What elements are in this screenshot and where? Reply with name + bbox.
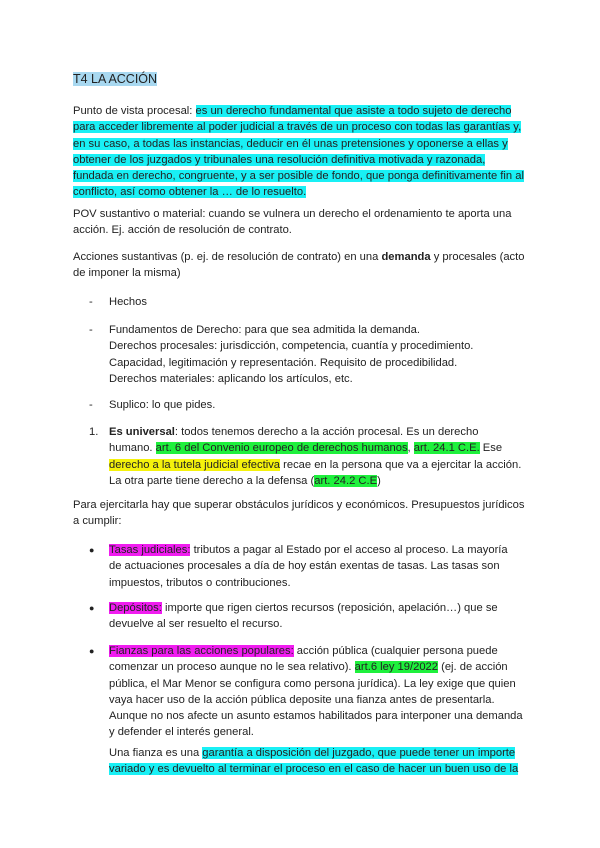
universal-text-5: ) xyxy=(377,474,381,487)
numbered-marker: 1. xyxy=(89,426,99,438)
art-6-ley-highlight: art.6 ley 19/2022 xyxy=(354,661,438,674)
tasas-text: tributos a pagar al Estado por el acceso al proceso. La mayoría de actuaciones procesales a día de hoy están exentas de tasas. Las tasas son impuestos, tributos o contribuciones. xyxy=(109,544,508,589)
universal-text-3: Ese xyxy=(479,442,503,455)
title-highlight: T4 LA ACCIÓN xyxy=(73,72,158,86)
tasas-highlight: Tasas judiciales: xyxy=(109,544,191,556)
bullet-text xyxy=(109,600,523,633)
art-24-1-highlight: art. 24.1 C.E. xyxy=(413,442,480,455)
dash-line: Derechos procesales: jurisdicción, competencia, cuantía y procedimiento. xyxy=(109,340,474,353)
dash-line: Fundamentos de Derecho: para que sea admitida la demanda. xyxy=(109,324,420,336)
art-24-2-highlight: art. 24.2 C.E xyxy=(314,474,378,487)
page-title xyxy=(73,71,157,87)
fianza-highlight: garantía a disposición del juzgado, que puede tener un importe variado y es devuelto al terminar el proceso en el caso de hacer un buen uso de la xyxy=(109,747,519,776)
dash-marker: - xyxy=(89,399,93,411)
acciones-bold-demanda: demanda xyxy=(381,251,431,263)
dash-text: Suplico: lo que pides. xyxy=(109,399,216,411)
fianzas-highlight: Fianzas para las acciones populares: xyxy=(109,645,294,657)
numbered-text xyxy=(109,424,525,489)
dash-marker: - xyxy=(89,296,93,308)
paragraph-procesal xyxy=(73,103,525,201)
universal-bold: Es universal xyxy=(109,426,175,438)
acciones-text-b: y procesales (acto de imponer la misma) xyxy=(73,251,525,280)
universal-text-4: recae en la persona que va a ejercitar la acción. La otra parte tiene derecho a la defensa ( xyxy=(109,458,522,487)
dash-line: Derechos materiales: aplicando los artículos, etc. xyxy=(109,372,353,385)
fianza-text xyxy=(109,745,523,778)
dash-item-fundamentos xyxy=(73,322,525,388)
procesal-definition-highlight: es un derecho fundamental que asiste a todo sujeto de derecho para acceder libremente al poder judicial a través de un proceso con todas las garantías y, en su caso, a todas las instancias, deducir en él unas pretensiones y oponerse a ellas y obtener de los juzgados y tribunales una resolución definitiva motivada y razonada, fundada en derecho, congruente, y a ser posible de fondo, que ponga definitivamente fin al conflicto, así como obtener la … de lo resuelto. xyxy=(73,105,524,199)
dash-text: Hechos xyxy=(109,296,147,308)
convenio-highlight: art. 6 del Convenio europeo de derechos humanos xyxy=(155,442,408,455)
fianzas-text: acción pública (cualquier persona puede comenzar un proceso aunque no le sea relativo). xyxy=(109,645,498,674)
acciones-text-a: Acciones sustantivas (p. ej. de resolución de contrato) en una xyxy=(73,251,382,263)
universal-text-1: : todos tenemos derecho a la acción procesal. Es un derecho humano. xyxy=(109,426,479,455)
depositos-text: importe que rigen ciertos recursos (reposición, apelación…) que se devuelve al ser resuelto el recurso. xyxy=(109,602,498,631)
paragraph-acciones xyxy=(73,249,525,282)
dash-marker: - xyxy=(89,324,93,336)
bullet-marker: ● xyxy=(89,646,95,656)
bullet-item-fianzas xyxy=(73,643,525,739)
bullet-marker: ● xyxy=(89,545,95,555)
bullet-text xyxy=(109,542,523,591)
universal-text-2: , xyxy=(407,442,414,455)
bullet-item-tasas xyxy=(73,542,525,590)
tutela-highlight: derecho a la tutela judicial efectiva xyxy=(109,458,281,471)
bullet-item-depositos xyxy=(73,600,525,632)
depositos-highlight: Depósitos: xyxy=(109,602,162,614)
paragraph-sustantivo: POV sustantivo o material: cuando se vulnera un derecho el ordenamiento te aporta una acción. Ej. acción de resolución de contrato. xyxy=(73,208,512,237)
numbered-item-universal xyxy=(73,424,525,488)
procesal-lead: Punto de vista procesal: xyxy=(73,105,196,117)
bullet-marker: ● xyxy=(89,603,95,613)
fianzas-text-2: (ej. de acción pública, el Mar Menor se configura como persona jurídica). La ley exige que quien vaya hacer uso de la acción pública deposite una fianza antes de presentarla. Aunque no nos afecte un asunto estamos habilitados para interponer una demanda y defender el interés general. xyxy=(109,661,523,739)
bullet-text xyxy=(109,643,523,741)
dash-text-block xyxy=(109,322,519,387)
dash-line: Capacidad, legitimación y representación. Requisito de procedibilidad. xyxy=(109,356,458,369)
paragraph-obstaculos: Para ejercitarla hay que superar obstáculos jurídicos y económicos. Presupuestos jurídicos a cumplir: xyxy=(73,499,525,528)
fianza-text-a: Una fianza es una xyxy=(109,747,203,759)
